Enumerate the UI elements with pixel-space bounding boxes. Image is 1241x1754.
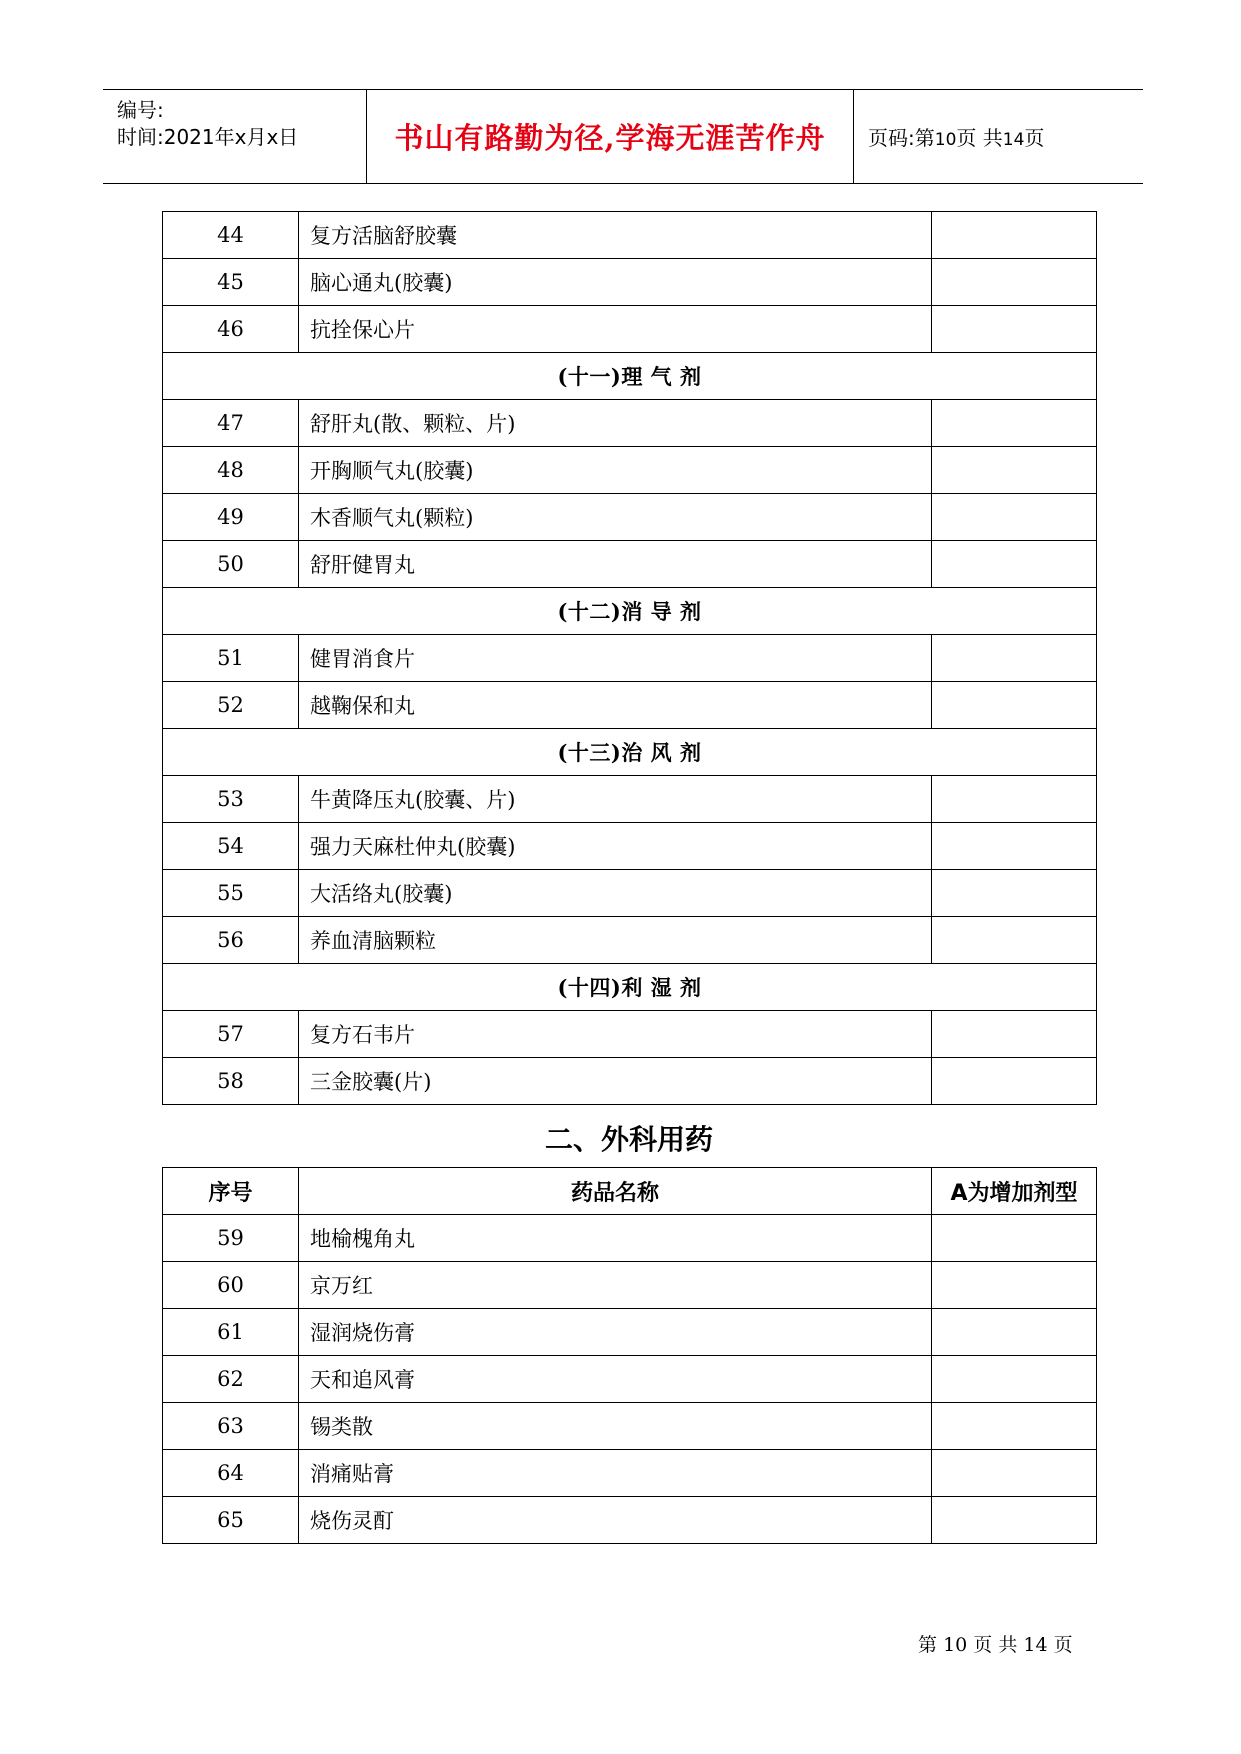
row-number: 52: [163, 682, 299, 729]
row-number: 61: [163, 1309, 299, 1356]
surgical-table-body: [163, 1215, 1097, 1544]
table-row: [163, 776, 1097, 823]
medicine-name: 复方石韦片: [299, 1011, 932, 1058]
dosage-note: [932, 1309, 1097, 1356]
section-heading: 二、外科用药: [544, 1123, 713, 1156]
medicine-name: 健胃消食片: [299, 635, 932, 682]
dosage-note: [932, 1450, 1097, 1497]
time-label: 时间:2021年x月x日: [117, 125, 299, 149]
number-label: 编号:: [117, 98, 164, 122]
medicine-name: 脑心通丸(胶囊): [299, 259, 932, 306]
medicine-name: 三金胶囊(片): [299, 1058, 932, 1105]
table-row: [163, 306, 1097, 353]
footer-current: 10: [943, 1634, 968, 1656]
column-header-number: 序号: [163, 1168, 299, 1215]
table-row: [163, 870, 1097, 917]
table-row: [163, 1403, 1097, 1450]
medicine-table-continued: [162, 211, 1097, 1105]
section-title: (十四)利 湿 剂: [163, 964, 1097, 1011]
medicine-name: 舒肝丸(散、颗粒、片): [299, 400, 932, 447]
dosage-note: [932, 635, 1097, 682]
page-total: 14: [1002, 130, 1025, 150]
row-number: 45: [163, 259, 299, 306]
column-header-name: 药品名称: [299, 1168, 932, 1215]
medicine-name: 京万红: [299, 1262, 932, 1309]
row-number: 47: [163, 400, 299, 447]
section-title: (十二)消 导 剂: [163, 588, 1097, 635]
dosage-note: [932, 541, 1097, 588]
row-number: 56: [163, 917, 299, 964]
row-number: 53: [163, 776, 299, 823]
motto-text: 书山有路勤为径,学海无涯苦作舟: [394, 121, 826, 155]
dosage-note: [932, 1356, 1097, 1403]
page-footer: [918, 1630, 1073, 1657]
medicine-name: 地榆槐角丸: [299, 1215, 932, 1262]
row-number: 55: [163, 870, 299, 917]
page-current: 10: [934, 130, 957, 150]
medicine-name: 木香顺气丸(颗粒): [299, 494, 932, 541]
medicine-name: 复方活脑舒胶囊: [299, 212, 932, 259]
page-suffix: 页: [1024, 126, 1045, 150]
row-number: 62: [163, 1356, 299, 1403]
page-prefix: 页码:第: [868, 126, 935, 150]
table-row: [163, 541, 1097, 588]
section-row: [163, 353, 1097, 400]
medicine-name: 湿润烧伤膏: [299, 1309, 932, 1356]
table-row: [163, 1011, 1097, 1058]
surgical-medicine-table: [162, 1167, 1097, 1544]
dosage-note: [932, 823, 1097, 870]
table-row: [163, 1356, 1097, 1403]
medicine-name: 牛黄降压丸(胶囊、片): [299, 776, 932, 823]
medicine-name: 大活络丸(胶囊): [299, 870, 932, 917]
row-number: 57: [163, 1011, 299, 1058]
row-number: 48: [163, 447, 299, 494]
section-row: [163, 729, 1097, 776]
medicine-name: 开胸顺气丸(胶囊): [299, 447, 932, 494]
dosage-note: [932, 259, 1097, 306]
row-number: 51: [163, 635, 299, 682]
row-number: 49: [163, 494, 299, 541]
row-number: 64: [163, 1450, 299, 1497]
page-mid: 页 共: [956, 126, 1003, 150]
table-row: [163, 823, 1097, 870]
medicine-name: 抗拴保心片: [299, 306, 932, 353]
medicine-table-body: [163, 212, 1097, 1105]
table-row: [163, 682, 1097, 729]
dosage-note: [932, 1497, 1097, 1544]
table-row: [163, 1450, 1097, 1497]
dosage-note: [932, 447, 1097, 494]
dosage-note: [932, 494, 1097, 541]
medicine-name: 养血清脑颗粒: [299, 917, 932, 964]
footer-suffix: 页: [1053, 1634, 1073, 1656]
table-row: [163, 1262, 1097, 1309]
row-number: 63: [163, 1403, 299, 1450]
table-row: [163, 1309, 1097, 1356]
medicine-name: 舒肝健胃丸: [299, 541, 932, 588]
row-number: 46: [163, 306, 299, 353]
page-header: [103, 89, 1143, 184]
table-row: [163, 494, 1097, 541]
dosage-note: [932, 1058, 1097, 1105]
row-number: 65: [163, 1497, 299, 1544]
dosage-note: [932, 682, 1097, 729]
table-row: [163, 447, 1097, 494]
table-row: [163, 400, 1097, 447]
footer-total: 14: [1023, 1634, 1048, 1656]
dosage-note: [932, 212, 1097, 259]
dosage-note: [932, 1215, 1097, 1262]
section-row: [163, 964, 1097, 1011]
section-title: (十一)理 气 剂: [163, 353, 1097, 400]
table-row: [163, 917, 1097, 964]
dosage-note: [932, 870, 1097, 917]
row-number: 50: [163, 541, 299, 588]
dosage-note: [932, 400, 1097, 447]
medicine-name: 强力天麻杜仲丸(胶囊): [299, 823, 932, 870]
dosage-note: [932, 917, 1097, 964]
row-number: 44: [163, 212, 299, 259]
row-number: 54: [163, 823, 299, 870]
table-header-row: [163, 1168, 1097, 1215]
header-page-cell: [854, 90, 1143, 183]
medicine-name: 锡类散: [299, 1403, 932, 1450]
table-row: [163, 1497, 1097, 1544]
dosage-note: [932, 1403, 1097, 1450]
page-indicator: [868, 122, 1044, 151]
section-row: [163, 588, 1097, 635]
dosage-note: [932, 1011, 1097, 1058]
row-number: 60: [163, 1262, 299, 1309]
table-row: [163, 1058, 1097, 1105]
medicine-name: 天和追风膏: [299, 1356, 932, 1403]
table-row: [163, 259, 1097, 306]
footer-mid: 页 共: [973, 1634, 1018, 1656]
medicine-name: 消痛贴膏: [299, 1450, 932, 1497]
table-row: [163, 635, 1097, 682]
table-row: [163, 1215, 1097, 1262]
header-meta: [103, 90, 367, 183]
table-row: [163, 212, 1097, 259]
footer-prefix: 第: [918, 1634, 938, 1656]
header-motto-cell: [367, 90, 854, 183]
row-number: 58: [163, 1058, 299, 1105]
row-number: 59: [163, 1215, 299, 1262]
medicine-name: 越鞠保和丸: [299, 682, 932, 729]
section-title: (十三)治 风 剂: [163, 729, 1097, 776]
column-header-dosage: A为增加剂型: [932, 1168, 1097, 1215]
dosage-note: [932, 306, 1097, 353]
medicine-name: 烧伤灵酊: [299, 1497, 932, 1544]
dosage-note: [932, 1262, 1097, 1309]
dosage-note: [932, 776, 1097, 823]
